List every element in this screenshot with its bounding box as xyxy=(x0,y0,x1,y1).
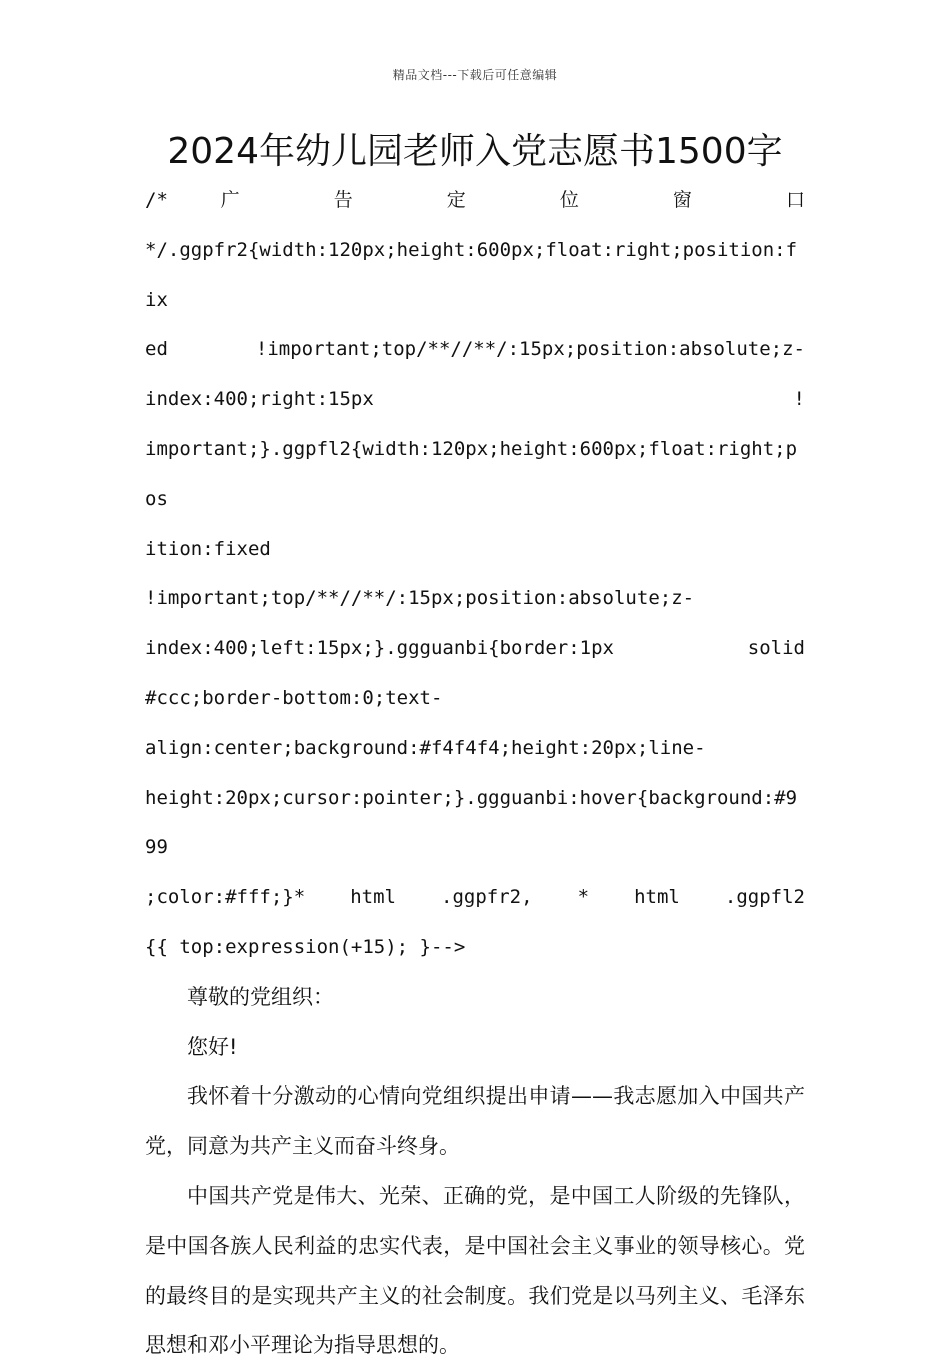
code-line: ;color:#fff;}* html .ggpfr2, * html .ggpfl2 xyxy=(145,886,805,909)
salutation: 尊敬的党组织： xyxy=(187,984,334,1009)
page-header: 精品文档---下载后可任意编辑 xyxy=(392,68,558,82)
code-line: #ccc;border-bottom:0;text- xyxy=(145,686,443,709)
code-line: align:center;background:#f4f4f4;height:20px;line- xyxy=(145,736,706,759)
code-line: /* 广 告 定 位 窗 口 xyxy=(145,189,805,211)
greeting: 您好! xyxy=(187,1034,238,1059)
code-line: index:400;left:15px;}.ggguanbi{border:1px solid xyxy=(145,637,805,660)
code-line: */.ggpfr2{width:120px;height:600px;float:right;position:fix xyxy=(145,238,798,311)
code-line: {{ top:expression(+15); }--> xyxy=(145,935,466,958)
body-paragraph: 中国共产党是伟大、光荣、正确的党，是中国工人阶级的先锋队，是中国各族人民利益的忠实代表，是中国社会主义事业的领导核心。党的最终目的是实现共产主义的社会制度。我们党是以马列主义、毛泽东思想和邓小平理论为指导思想的。 xyxy=(145,1183,805,1358)
document-title: 2024年幼儿园老师入党志愿书1500字 xyxy=(167,131,783,172)
code-line: height:20px;cursor:pointer;}.ggguanbi:hover{background:#999 xyxy=(145,786,798,859)
code-line: important;}.ggpfl2{width:120px;height:600px;float:right;pos xyxy=(145,437,798,510)
body-paragraph: 我怀着十分激动的心情向党组织提出申请——我志愿加入中国共产党，同意为共产主义而奋斗终身。 xyxy=(145,1084,805,1159)
code-line: !important;top/**//**/:15px;position:absolute;z- xyxy=(145,587,695,610)
code-line: ed !important;top/**//**/:15px;position:absolute;z- xyxy=(145,338,805,361)
code-line: ition:fixed xyxy=(145,537,271,560)
document-body xyxy=(145,176,805,1371)
embedded-css-code xyxy=(145,176,805,973)
code-line: index:400;right:15px ! xyxy=(145,388,805,411)
